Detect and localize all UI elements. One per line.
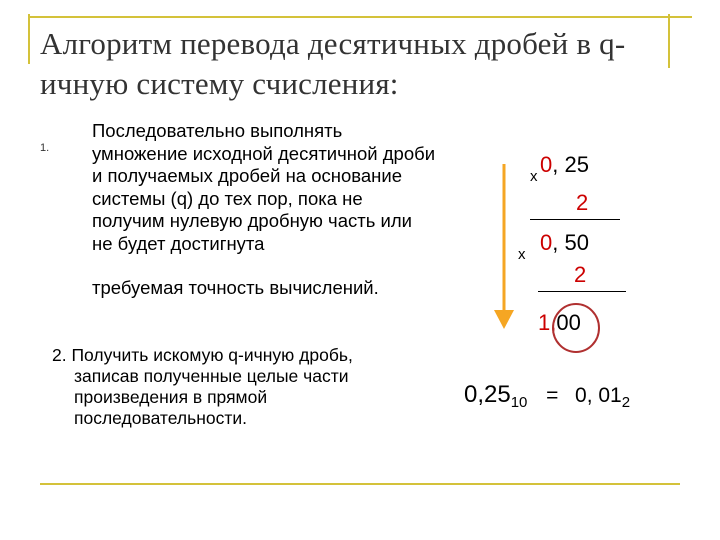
result-right-base: 2 xyxy=(621,394,631,411)
step-1-text: Последовательно выполнять умножение исходной десятичной дроби и получаемых дробей на основание системы (q) до тех пор, пока не получим нулевую дробную часть или не будет достигнута xyxy=(92,120,436,254)
row-3-separator: , xyxy=(550,310,557,335)
step-2-rest: записав полученные целые части произведения в прямой последовательности. xyxy=(74,366,349,428)
step-1-tail-text: требуемая точность вычислений. xyxy=(92,277,379,298)
step-1-marker: 1. xyxy=(40,142,50,154)
circle-highlight-icon xyxy=(548,298,608,358)
down-arrow-icon xyxy=(492,164,516,330)
product-line-1 xyxy=(530,219,620,220)
multiply-sign-2: х xyxy=(518,246,526,263)
row-2-integer: 0 xyxy=(540,230,553,255)
row-1-integer: 0 xyxy=(540,152,553,177)
result-left-base: 10 xyxy=(510,394,528,411)
row-1-number xyxy=(540,152,589,178)
multiply-sign-1: х xyxy=(530,168,538,185)
result-left-value: 0,25 xyxy=(464,381,511,408)
step-2-first-line: 2. Получить искомую q-ичную дробь, xyxy=(52,345,353,365)
row-2-fraction: , 50 xyxy=(552,230,589,255)
product-line-2 xyxy=(538,291,626,292)
top-accent-rule xyxy=(28,16,692,18)
result-equals: = xyxy=(546,384,559,407)
left-accent-rule xyxy=(28,14,30,64)
multiplier-2: 2 xyxy=(574,262,587,287)
result-right-value: 0, 01 xyxy=(575,384,622,407)
result-equation xyxy=(464,381,630,411)
bottom-accent-rule xyxy=(40,483,680,485)
row-1-fraction: , 25 xyxy=(552,152,589,177)
row-3-fraction: 00 xyxy=(556,310,581,335)
slide-title: Алгоритм перевода десятичных дробей в q-ичную систему счисления: xyxy=(40,26,626,101)
row-2-number xyxy=(540,230,589,256)
multiplier-1: 2 xyxy=(576,190,589,215)
row-3-integer: 1 xyxy=(538,310,551,335)
step-2-text xyxy=(52,345,412,429)
